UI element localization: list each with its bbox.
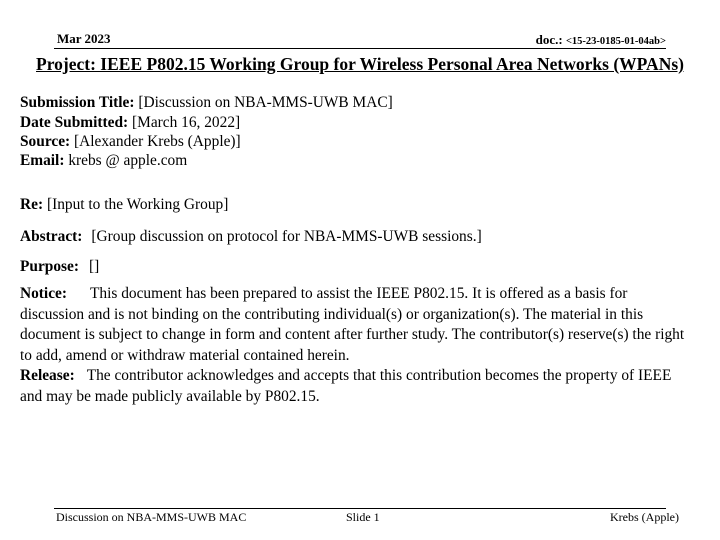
header-doc-id xyxy=(536,32,666,48)
submission-title-value: [Discussion on NBA-MMS-UWB MAC] xyxy=(138,94,393,111)
date-submitted-label: Date Submitted: xyxy=(20,114,129,131)
purpose-label: Purpose: xyxy=(20,258,79,275)
date-submitted-line xyxy=(20,114,240,132)
project-title: Project: IEEE P802.15 Working Group for Wireless Personal Area Networks (WPANs) xyxy=(36,54,684,74)
re-label: Re: xyxy=(20,196,44,213)
abstract-value: [Group discussion on protocol for NBA-MMS-UWB sessions.] xyxy=(91,228,482,245)
purpose-value: [] xyxy=(89,258,100,275)
footer-title: Discussion on NBA-MMS-UWB MAC xyxy=(56,510,247,524)
header-divider xyxy=(54,48,666,49)
release-text: The contributor acknowledges and accepts that this contribution becomes the property of IEEE and may be made publicly available by P802.15. xyxy=(20,367,672,405)
submission-title-line xyxy=(20,94,393,112)
release-label: Release: xyxy=(20,367,75,384)
email-value: krebs @ apple.com xyxy=(68,152,188,169)
source-label: Source: xyxy=(20,133,71,150)
email-line xyxy=(20,152,187,170)
notice-text: This document has been prepared to assist the IEEE P802.15. It is offered as a basis for discussion and is not binding on the contributing individual(s) or organization(s). The material in this document is subject to change in form and content after further study. The contributor(s) reserve(s) the right to add, amend or withdraw material contained herein. xyxy=(20,285,685,364)
abstract-line xyxy=(20,228,482,246)
re-value: [Input to the Working Group] xyxy=(46,196,229,213)
header-date: Mar 2023 xyxy=(57,31,111,46)
footer-author: Krebs (Apple) xyxy=(610,510,679,524)
footer-slide-number: Slide 1 xyxy=(346,510,380,524)
re-line xyxy=(20,196,228,214)
header-doc-number: <15-23-0185-01-04ab> xyxy=(565,36,666,47)
source-value: [Alexander Krebs (Apple)] xyxy=(74,133,241,150)
header-doc-prefix: doc.: xyxy=(535,32,566,47)
notice-label: Notice: xyxy=(20,285,67,302)
email-label: Email: xyxy=(20,152,65,169)
footer-divider xyxy=(54,508,666,509)
date-submitted-value: [March 16, 2022] xyxy=(132,114,241,131)
abstract-label: Abstract: xyxy=(20,228,83,245)
notice-release-block xyxy=(20,284,688,407)
submission-title-label: Submission Title: xyxy=(20,94,135,111)
source-line xyxy=(20,133,241,151)
purpose-line xyxy=(20,258,99,276)
